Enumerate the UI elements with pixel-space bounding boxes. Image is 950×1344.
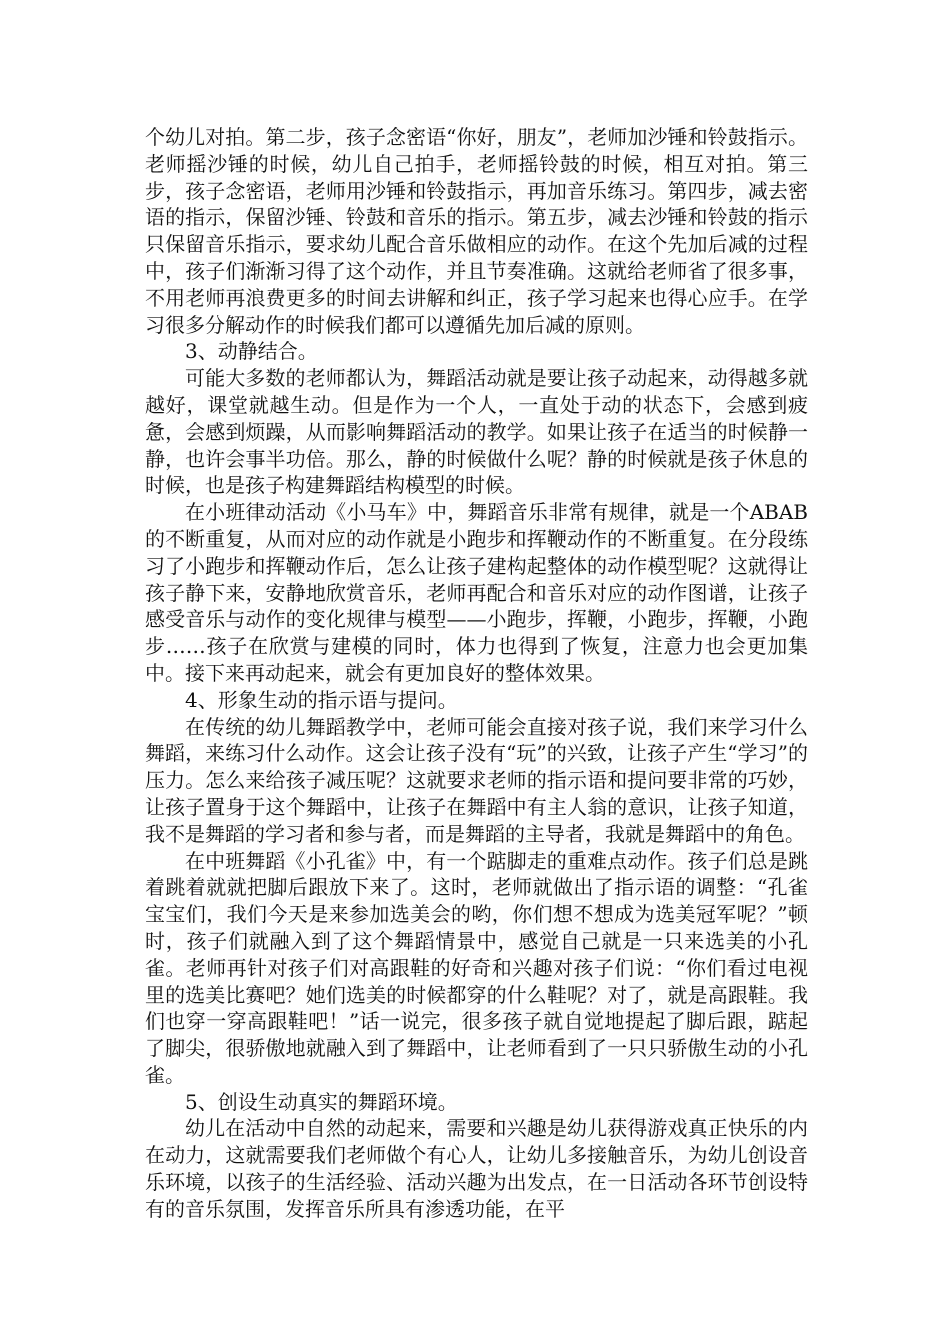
paragraph: 在中班舞蹈《小孔雀》中，有一个踮脚走的重难点动作。孩子们总是跳着跳着就就把脚后跟放下来了。这时，老师就做出了指示语的调整：“孔雀宝宝们，我们今天是来参加选美会的哟，你们想不想成为选美冠军呢？”顿时，孩子们就融入到了这个舞蹈情景中，感觉自己就是一只来选美的小孔雀。老师再针对孩子们对高跟鞋的好奇和兴趣对孩子们说：“你们看过电视里的选美比赛吧？她们选美的时候都穿的什么鞋呢？对了，就是高跟鞋。我们也穿一穿高跟鞋吧！”话一说完，很多孩子就自觉地提起了脚后跟，踮起了脚尖，很骄傲地就融入到了舞蹈中，让老师看到了一只只骄傲生动的小孔雀。 bbox=[145, 848, 808, 1087]
section-heading-3: 3、动静结合。 bbox=[185, 339, 318, 364]
document-body bbox=[145, 124, 808, 1223]
paragraph: 在传统的幼儿舞蹈教学中，老师可能会直接对孩子说，我们来学习什么舞蹈，来练习什么动作。这会让孩子没有“玩”的兴致，让孩子产生“学习”的压力。怎么来给孩子减压呢？这就要求老师的指示语和提问要非常的巧妙，让孩子置身于这个舞蹈中，让孩子在舞蹈中有主人翁的意识，让孩子知道，我不是舞蹈的学习者和参与者，而是舞蹈的主导者，我就是舞蹈中的角色。 bbox=[145, 714, 808, 846]
section-heading-4: 4、形象生动的指示语与提问。 bbox=[185, 687, 458, 712]
section-heading-5: 5、创设生动真实的舞蹈环境。 bbox=[185, 1089, 458, 1114]
paragraph-continuation: 个幼儿对拍。第二步，孩子念密语“你好，朋友”，老师加沙锤和铃鼓指示。老师摇沙锤的时候，幼儿自己拍手，老师摇铃鼓的时候，相互对拍。第三步，孩子念密语，老师用沙锤和铃鼓指示，再加音乐练习。第四步，减去密语的指示，保留沙锤、铃鼓和音乐的指示。第五步，减去沙锤和铃鼓的指示只保留音乐指示，要求幼儿配合音乐做相应的动作。在这个先加后减的过程中，孩子们渐渐习得了这个动作，并且节奏准确。这就给老师省了很多事，不用老师再浪费更多的时间去讲解和纠正，孩子学习起来也得心应手。在学习很多分解动作的时候我们都可以遵循先加后减的原则。 bbox=[145, 125, 808, 337]
paragraph: 幼儿在活动中自然的动起来，需要和兴趣是幼儿获得游戏真正快乐的内在动力，这就需要我们老师做个有心人，让幼儿多接触音乐，为幼儿创设音乐环境，以孩子的生活经验、活动兴趣为出发点，在一日活动各环节创设特有的音乐氛围，发挥音乐所具有渗透功能，在平 bbox=[145, 1116, 808, 1221]
paragraph: 可能大多数的老师都认为，舞蹈活动就是要让孩子动起来，动得越多就越好，课堂就越生动。但是作为一个人，一直处于动的状态下，会感到疲惫，会感到烦躁，从而影响舞蹈活动的教学。如果让孩子在适当的时候静一静，也许会事半功倍。那么，静的时候做什么呢？静的时候就是孩子休息的时候，也是孩子构建舞蹈结构模型的时候。 bbox=[145, 366, 808, 498]
paragraph: 在小班律动活动《小马车》中，舞蹈音乐非常有规律，就是一个ABAB的不断重复，从而对应的动作就是小跑步和挥鞭动作的不断重复。在分段练习了小跑步和挥鞭动作后，怎么让孩子建构起整体的动作模型呢？这就得让孩子静下来，安静地欣赏音乐，老师再配合和音乐对应的动作图谱，让孩子感受音乐与动作的变化规律与模型——小跑步，挥鞭，小跑步，挥鞭，小跑步……孩子在欣赏与建模的同时，体力也得到了恢复，注意力也会更加集中。接下来再动起来，就会有更加良好的整体效果。 bbox=[145, 500, 808, 685]
